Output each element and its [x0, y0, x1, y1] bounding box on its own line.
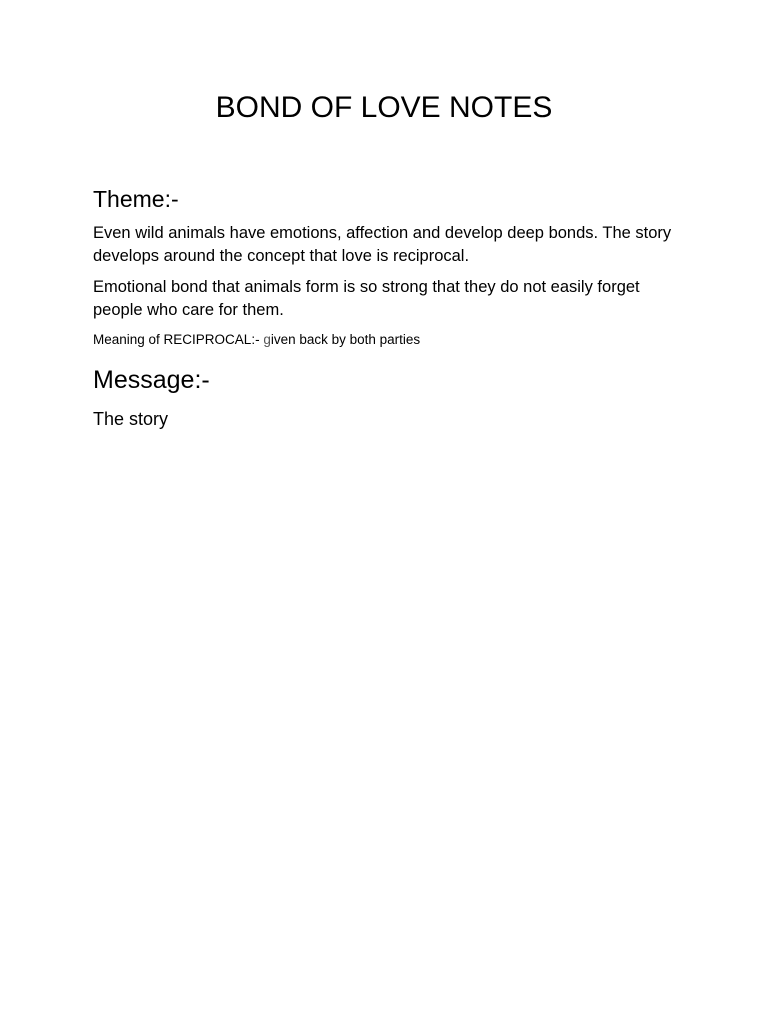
theme-heading: Theme:- — [93, 186, 179, 212]
meaning-label: Meaning of RECIPROCAL:- — [93, 332, 264, 347]
document-body — [93, 182, 683, 440]
meaning-line — [93, 330, 683, 350]
theme-paragraph-2: Emotional bond that animals form is so strong that they do not easily forget people who care for them. — [93, 278, 640, 319]
meaning-definition: iven back by both parties — [270, 332, 421, 347]
page-title: BOND OF LOVE NOTES — [215, 91, 553, 124]
message-heading: Message:- — [93, 366, 210, 394]
meaning-lead-letter: g — [263, 332, 271, 347]
message-text: The story — [93, 409, 169, 429]
theme-paragraph-1: Even wild animals have emotions, affection and develop deep bonds. The story develops around the concept that love is reciprocal. — [93, 224, 672, 265]
